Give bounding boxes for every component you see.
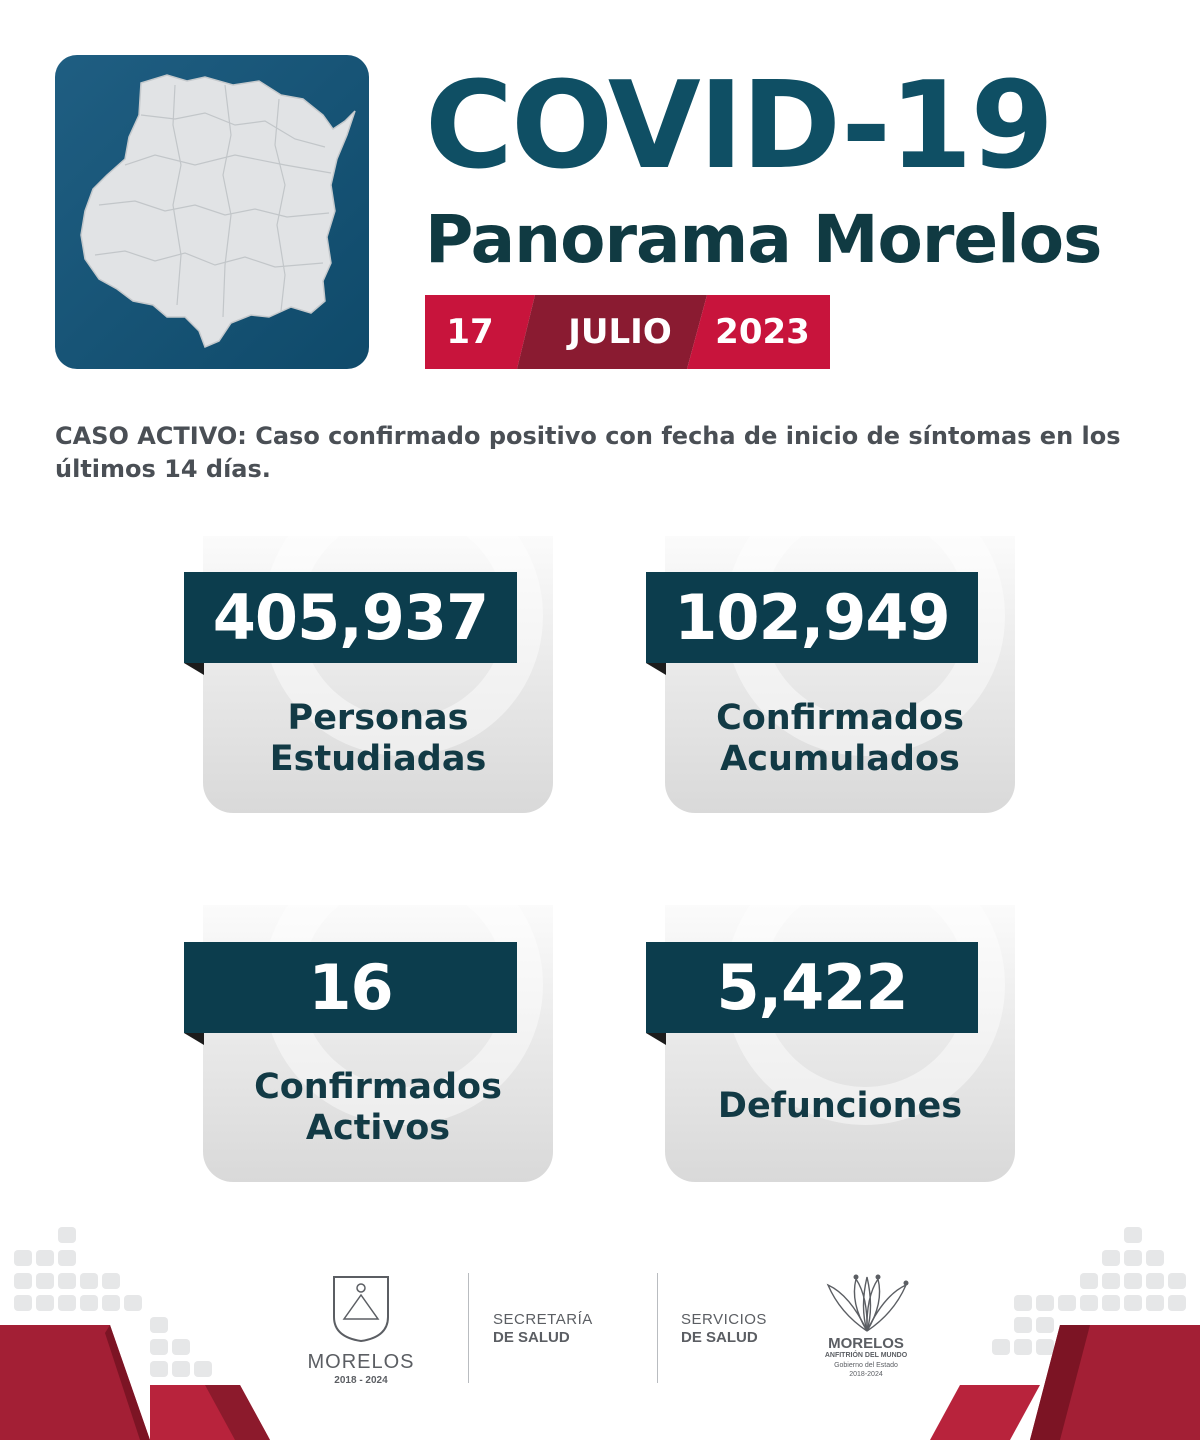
stat-label-line2: Estudiadas — [269, 739, 487, 779]
stat-label-line1: Defunciones — [717, 1086, 963, 1126]
stat-value-confirmados-acumulados: 102,949 — [646, 572, 978, 663]
stat-label-line2: Acumulados — [720, 739, 960, 779]
footer-divider — [468, 1273, 469, 1383]
morelos-state-map-icon — [55, 55, 369, 369]
date-month: JULIO — [568, 312, 672, 352]
stat-label-line2: Activos — [305, 1108, 451, 1148]
stat-value-defunciones: 5,422 — [646, 942, 978, 1033]
stat-label-personas-estudiadas — [203, 698, 553, 780]
secretaria-line1: SECRETARÍA — [493, 1311, 593, 1328]
gov-lotus-logo-icon — [820, 1273, 914, 1333]
stat-label-confirmados-activos — [203, 1067, 553, 1149]
footer — [0, 1215, 1200, 1440]
page-subtitle: Panorama Morelos — [425, 201, 1102, 278]
date-ribbon — [425, 295, 830, 369]
morelos-map-tile — [55, 55, 369, 369]
stat-label-line1: Confirmados — [254, 1067, 502, 1107]
date-year: 2023 — [715, 312, 810, 352]
stat-value-personas-estudiadas: 405,937 — [184, 572, 517, 663]
footer-decoration — [0, 1215, 1200, 1440]
stat-label-line1: Confirmados — [716, 698, 964, 738]
state-logo-name: MORELOS — [307, 1351, 415, 1373]
stat-label-line1: Personas — [287, 698, 469, 738]
stat-label-defunciones — [665, 1086, 1015, 1127]
gov-logo-period: 2018-2024 — [849, 1371, 883, 1378]
secretaria-line2: DE SALUD — [493, 1329, 570, 1346]
gov-logo-line3: Gobierno del Estado — [834, 1362, 898, 1369]
stat-box-tail — [646, 1033, 666, 1045]
stat-box-tail — [646, 663, 666, 675]
stat-value-confirmados-activos: 16 — [184, 942, 517, 1033]
servicios-line1: SERVICIOS — [681, 1311, 767, 1328]
stat-box-tail — [184, 1033, 204, 1045]
footer-divider — [657, 1273, 658, 1383]
state-coat-of-arms-icon — [330, 1273, 392, 1343]
servicios-line2: DE SALUD — [681, 1329, 758, 1346]
stat-label-confirmados-acumulados — [665, 698, 1015, 780]
date-day: 17 — [446, 312, 494, 352]
active-case-definition — [55, 420, 1150, 486]
definition-text: Caso confirmado positivo con fecha de inicio de síntomas en los últimos 14 días. — [55, 422, 1121, 483]
state-logo-period: 2018 - 2024 — [334, 1375, 388, 1386]
definition-term: CASO ACTIVO: — [55, 422, 247, 450]
stat-box-tail — [184, 663, 204, 675]
page-title: COVID-19 — [425, 57, 1053, 196]
gov-logo-name: MORELOS — [828, 1335, 904, 1352]
gov-logo-tagline: ANFITRIÓN DEL MUNDO — [824, 1352, 908, 1359]
